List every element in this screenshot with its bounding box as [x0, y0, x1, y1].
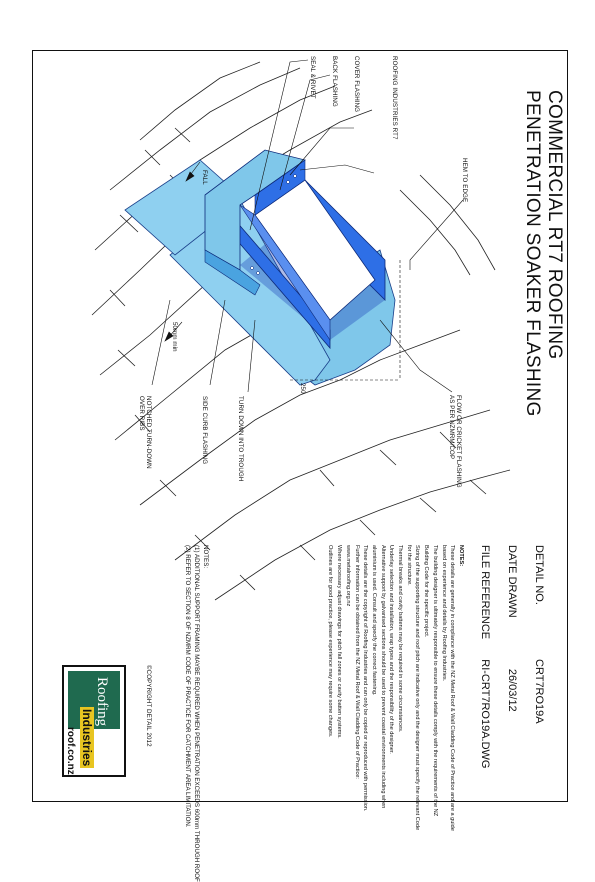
date-drawn-value: 26/03/12: [506, 668, 518, 712]
flow-cricket-line-1: FLOW OR CRICKET FLASHING: [455, 395, 462, 488]
roofing-industries-logo: [62, 665, 126, 777]
note-item: The building designer is ultimately responsible to ensure these details comply with the requirements of the NZ Building Code for the specific project.: [423, 545, 438, 817]
label-turn-down: TURN DOWN INTO TROUGH: [237, 396, 244, 482]
note-item: Sizing of the supporting structure and roof pitch are indicative only and the designer must specify the relevant Code for the structure.: [405, 545, 421, 831]
notes-heading: NOTES:: [458, 545, 464, 567]
flow-cricket-line-2: AS PER NZMRM/COP: [448, 395, 455, 460]
note-item: Further information can be obtained from the NZ Metal Roof & Wall Cladding Code of Practice: www.metalroofing.org.nz: [344, 545, 360, 779]
note-item: Underlay selection and installation, wrap types and the responsibility of the designer.: [388, 545, 395, 754]
note-item: These details are the copyright of Roofing Industries and can only be copied or reproduced with permission.: [362, 545, 369, 812]
label-notched: [138, 396, 152, 469]
note-item: Thermal breaks and cavity battens may be required in some circumstances.: [397, 545, 404, 733]
label-hem: HEM TO EDGE: [461, 158, 468, 203]
note-2-item: (2) REFER TO SECTION 8 OF NZMRM CODE OF PRACTICE FOR CATCHMENT AREA LIMITATION.: [184, 545, 191, 828]
notes-2-block: [183, 545, 210, 882]
notched-line-2: OVER RIBS: [138, 396, 145, 431]
file-reference-value: RI-CRT7RO19A.DWG: [479, 659, 491, 769]
title-line-2: PENETRATION SOAKER FLASHING: [522, 90, 543, 417]
label-fall-1: FALL: [201, 170, 208, 185]
logo-url: roof.co.nz: [65, 727, 76, 775]
sheet-title: [521, 90, 565, 417]
note-2-item: (1) ADDITIONAL SUPPORT FRAMING MAYBE REQUIRED WHEN PENETRATION EXCEEDS 600mm THROUGH ROOF: [193, 545, 200, 882]
detail-number-value: CRT7RO19A: [533, 659, 545, 724]
label-dim-250: 250: [299, 383, 306, 394]
label-dim-min: 50mm min: [171, 322, 178, 352]
date-drawn-label: DATE DRAWN: [506, 545, 518, 618]
label-side-flashing: SIDE CURB FLASHING: [201, 396, 208, 465]
label-roofing-rt7: ROOFING INDUSTRIES RT7: [391, 56, 398, 140]
detail-number-row: [533, 545, 545, 724]
title-line-1: COMMERCIAL RT7 ROOFING: [544, 90, 565, 360]
label-seal-rivet: SEAL & RIVET: [309, 56, 316, 99]
notes-block: [326, 545, 465, 835]
file-reference-label: FILE REFERENCE: [479, 545, 491, 640]
note-item: Where necessary adjust drawings for pitch fall zones or cavity batten systems.: [336, 545, 343, 739]
logo-word-industries: Industries: [80, 709, 94, 767]
notes-2-heading: NOTES:: [202, 545, 209, 569]
label-flow-cricket: [448, 395, 462, 488]
date-drawn-row: [506, 545, 518, 712]
notched-line-1: NOTCHED TURN-DOWN: [145, 396, 152, 469]
label-back-flashing: BACK FLASHING: [331, 56, 338, 107]
note-item: Outlines are for good practice, please experience may require some changes.: [327, 545, 334, 738]
copyright: ©COPYRIGHT DETAIL 2012: [145, 665, 152, 747]
detail-number-label: DETAIL NO.: [533, 545, 545, 605]
note-item: These details are generally in compliance with the NZ Metal Roof & Wall Cladding Code of Practice and are a guide based on experience and details by Roofing Industries.: [440, 545, 456, 831]
file-reference-row: [479, 545, 491, 768]
label-cover-flashing: COVER FLASHING: [353, 56, 360, 113]
note-item: Alternative support by galvanised sections should be used to prevent coastal environments including when aluminium is used. Consult and specify the correct fastening.: [370, 545, 386, 809]
logo-word-roofing: Roofing: [94, 677, 110, 727]
